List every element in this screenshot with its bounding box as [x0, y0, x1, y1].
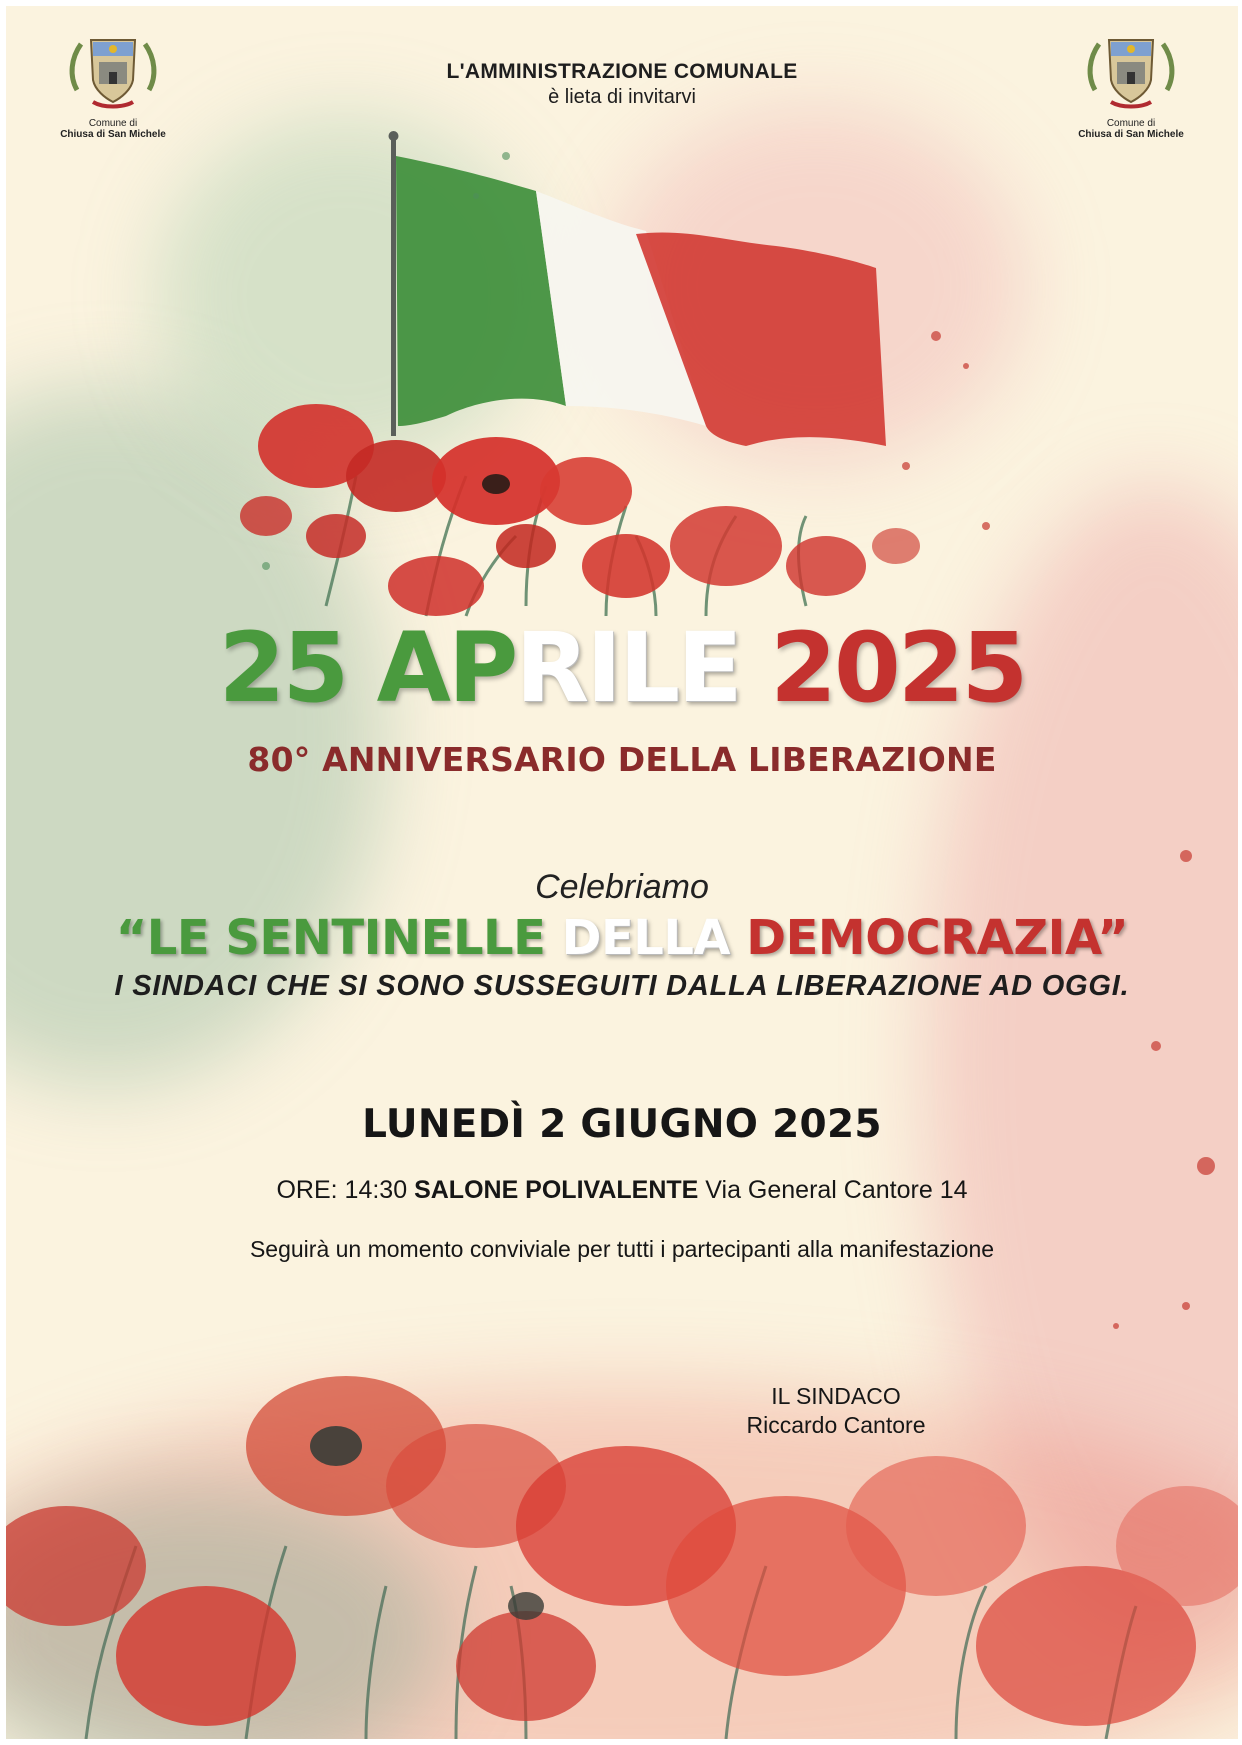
theme-white-part: DELLA: [561, 910, 731, 966]
event-time: ORE: 14:30: [276, 1176, 415, 1204]
poster: [6, 6, 1238, 1739]
celebration-subtitle: I SINDACI CHE SI SONO SUSSEGUITI DALLA LIBERAZIONE AD OGGI.: [114, 970, 1130, 1002]
anniversary-subtitle: 80° ANNIVERSARIO DELLA LIBERAZIONE: [247, 740, 997, 779]
event-title-date: [6, 612, 1238, 724]
celebration-theme: [6, 910, 1238, 966]
celebration-intro: Celebriamo: [535, 868, 709, 906]
municipal-crest-right: [1066, 28, 1196, 140]
theme-green-part: “LE SENTINELLE: [115, 910, 562, 966]
administration-heading: L'AMMINISTRAZIONE COMUNALE: [446, 60, 798, 83]
title-green-part: 25 AP: [218, 612, 516, 724]
event-venue: SALONE POLIVALENTE: [414, 1176, 699, 1204]
invitation-line: è lieta di invitarvi: [548, 86, 696, 108]
title-white-part: RILE: [515, 612, 740, 724]
municipal-crest-left: [48, 28, 178, 140]
event-note: Seguirà un momento conviviale per tutti i partecipanti alla manifestazione: [249, 1236, 995, 1262]
event-address: Via General Cantore 14: [698, 1176, 968, 1204]
mayor-name: Riccardo Cantore: [746, 1412, 926, 1438]
event-date: LUNEDÌ 2 GIUGNO 2025: [362, 1102, 882, 1147]
event-time-venue: [6, 1176, 1238, 1205]
mayor-signature: [706, 1382, 966, 1440]
crest-caption: Comune di: [88, 118, 138, 129]
bottom-poppies: [6, 1376, 1238, 1726]
mayor-role: IL SINDACO: [771, 1383, 901, 1409]
title-red-part: 2025: [739, 612, 1026, 724]
crest-town-name: Chiusa di San Michele: [60, 129, 166, 140]
flagpole: [391, 136, 396, 436]
crest-town-name: Chiusa di San Michele: [1078, 129, 1184, 140]
theme-red-part: DEMOCRAZIA”: [730, 910, 1129, 966]
crest-caption: Comune di: [1106, 118, 1156, 129]
